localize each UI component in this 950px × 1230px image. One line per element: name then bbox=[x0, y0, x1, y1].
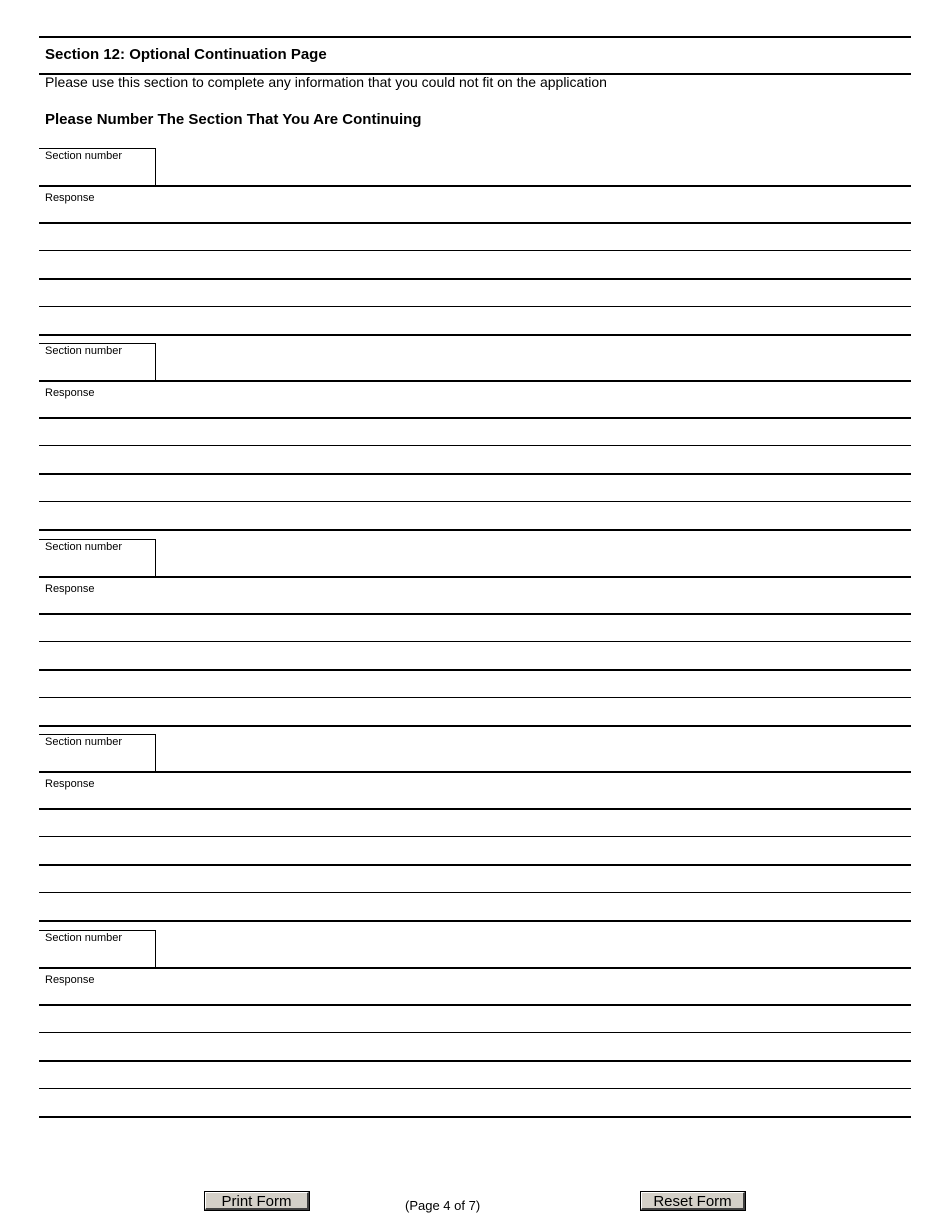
section-number-label: Section number bbox=[45, 541, 123, 553]
response-rule bbox=[39, 380, 911, 382]
top-rule bbox=[39, 36, 911, 38]
continuation-entry bbox=[39, 734, 911, 920]
page-indicator: (Page 4 of 7) bbox=[405, 1198, 481, 1213]
continuation-entry bbox=[39, 539, 911, 725]
response-rule bbox=[39, 222, 911, 224]
print-form-button[interactable]: Print Form bbox=[205, 1192, 309, 1210]
section-number-label: Section number bbox=[45, 736, 123, 748]
response-line-input[interactable] bbox=[43, 420, 911, 446]
subtitle: Please Number The Section That You Are Continuing bbox=[45, 111, 422, 128]
form-footer bbox=[0, 1190, 950, 1220]
section-number-input[interactable] bbox=[157, 345, 911, 379]
response-rule bbox=[39, 1004, 911, 1006]
response-line-input[interactable] bbox=[43, 700, 911, 726]
section-number-box bbox=[39, 343, 156, 381]
response-rule bbox=[39, 613, 911, 615]
response-label: Response bbox=[45, 387, 95, 399]
response-rule bbox=[39, 967, 911, 969]
response-line-input[interactable] bbox=[43, 644, 911, 670]
section-number-input[interactable] bbox=[157, 150, 911, 184]
response-line-input[interactable] bbox=[43, 867, 911, 893]
response-line-input[interactable] bbox=[43, 1035, 911, 1061]
response-line-input[interactable] bbox=[43, 774, 911, 800]
response-line-input[interactable] bbox=[43, 895, 911, 921]
response-label: Response bbox=[45, 778, 95, 790]
section-number-box bbox=[39, 734, 156, 772]
response-line-input[interactable] bbox=[43, 1063, 911, 1089]
continuation-entry bbox=[39, 148, 911, 334]
response-line-input[interactable] bbox=[43, 309, 911, 335]
section-number-box bbox=[39, 930, 156, 968]
section-number-input[interactable] bbox=[157, 541, 911, 575]
instructions-text: Please use this section to complete any information that you could not fit on the application bbox=[45, 74, 607, 90]
section-number-label: Section number bbox=[45, 932, 123, 944]
response-label: Response bbox=[45, 192, 95, 204]
response-line-input[interactable] bbox=[43, 839, 911, 865]
response-rule bbox=[39, 771, 911, 773]
response-line-input[interactable] bbox=[43, 811, 911, 837]
response-line-input[interactable] bbox=[43, 188, 911, 214]
section-title: Section 12: Optional Continuation Page bbox=[45, 46, 327, 63]
response-line-input[interactable] bbox=[43, 672, 911, 698]
response-line-input[interactable] bbox=[43, 970, 911, 996]
continuation-entry bbox=[39, 343, 911, 529]
response-line-input[interactable] bbox=[43, 253, 911, 279]
response-line-input[interactable] bbox=[43, 476, 911, 502]
section-number-label: Section number bbox=[45, 150, 123, 162]
response-rule bbox=[39, 185, 911, 187]
section-number-box bbox=[39, 539, 156, 577]
response-line-input[interactable] bbox=[43, 579, 911, 605]
section-number-input[interactable] bbox=[157, 932, 911, 966]
section-number-input[interactable] bbox=[157, 736, 911, 770]
section-number-box bbox=[39, 148, 156, 186]
response-line-input[interactable] bbox=[43, 616, 911, 642]
response-rule bbox=[39, 808, 911, 810]
reset-form-button[interactable]: Reset Form bbox=[641, 1192, 745, 1210]
response-rule bbox=[39, 576, 911, 578]
response-rule bbox=[39, 417, 911, 419]
response-line-input[interactable] bbox=[43, 281, 911, 307]
response-line-input[interactable] bbox=[43, 448, 911, 474]
response-line-input[interactable] bbox=[43, 225, 911, 251]
continuation-entry bbox=[39, 930, 911, 1116]
response-line-input[interactable] bbox=[43, 383, 911, 409]
section-number-label: Section number bbox=[45, 345, 123, 357]
response-line-input[interactable] bbox=[43, 1091, 911, 1117]
response-line-input[interactable] bbox=[43, 504, 911, 530]
response-line-input[interactable] bbox=[43, 1007, 911, 1033]
form-page bbox=[39, 0, 911, 1230]
response-label: Response bbox=[45, 974, 95, 986]
response-label: Response bbox=[45, 583, 95, 595]
